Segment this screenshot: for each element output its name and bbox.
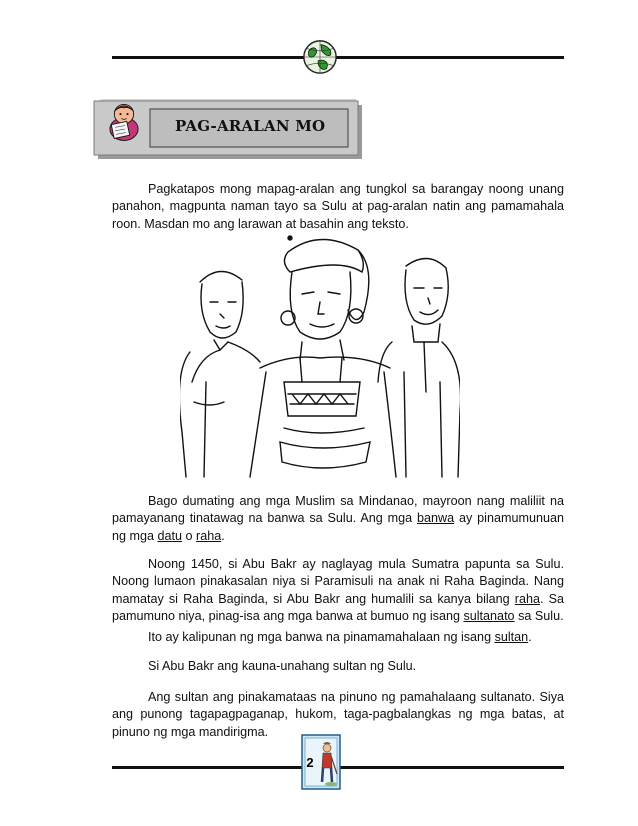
p2-text-c: sa Sulu. bbox=[514, 609, 564, 624]
term-datu: datu bbox=[157, 528, 183, 543]
p1-text-c: o bbox=[182, 528, 197, 543]
p3-text-a: Ito ay kalipunan ng mga banwa na pinamamahalaan ng isang bbox=[148, 630, 495, 644]
paragraph-sultanato bbox=[112, 629, 564, 646]
paragraph-banwa bbox=[112, 493, 564, 545]
p1-text-a: Bago dumating ang mga Muslim sa Mindanao, mayroon nang maliliit na pamayanang tinatawag na banwa sa Sulu. Ang mga bbox=[112, 494, 564, 526]
term-raha-2: raha bbox=[514, 591, 540, 606]
p3-text-b: . bbox=[528, 630, 532, 644]
paragraph-sultan-role: Ang sultan ang pinakamataas na pinuno ng pamahalaang sultanato. Siya ang punong tagapagpaganap, hukom, taga-pagbalangkas ng mga batas, at pinuno ng mga mandirigma. bbox=[112, 690, 564, 739]
paragraph-first-sultan: Si Abu Bakr ang kauna-unahang sultan ng Sulu. bbox=[148, 659, 417, 673]
banner-title: PAG-ARALAN MO bbox=[175, 117, 326, 135]
term-raha: raha bbox=[196, 528, 222, 543]
page-number: 2 bbox=[306, 755, 314, 770]
p1-text-d: . bbox=[221, 528, 225, 543]
p2-text-b: . Sa pamumuno niya, pinag-isa ang mga banwa at bumuo ng isang bbox=[112, 591, 564, 624]
term-banwa: banwa bbox=[417, 511, 455, 526]
reading-child-icon bbox=[102, 100, 146, 144]
globe-icon bbox=[301, 38, 339, 76]
p1-text-b: ay pinamumunuan ng mga bbox=[112, 511, 564, 543]
term-sultanato: sultanato bbox=[463, 609, 515, 624]
p2-text-a: Noong 1450, si Abu Bakr ay naglayag mula Sumatra papunta sa Sulu. Noong lumaon pinakasalan niya si Paramisuli na anak ni Raha Baginda. Nang mamatay si Raha Baginda, si Abu Bakr ang humalili sa kanya bilang bbox=[112, 557, 564, 606]
three-men-illustration bbox=[180, 232, 460, 482]
paragraph-abu-bakr bbox=[112, 556, 564, 626]
term-sultan: sultan bbox=[494, 630, 529, 644]
intro-paragraph: Pagkatapos mong mapag-aralan ang tungkol sa barangay noong unang panahon, magpunta naman tayo sa Sulu at pag-aralan natin ang pamamahala roon. Masdan mo ang larawan at basahin ang teksto. bbox=[112, 182, 564, 231]
